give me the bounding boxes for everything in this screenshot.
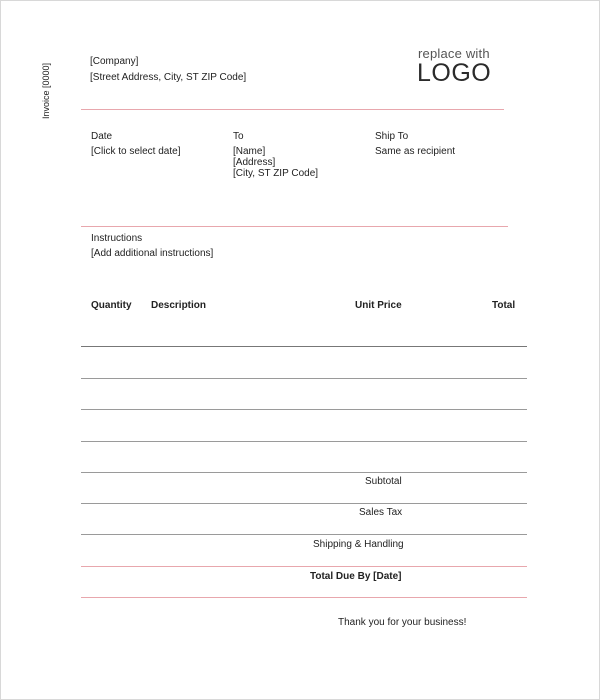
table-row[interactable] [81, 409, 527, 410]
to-name-field[interactable]: [Name] [233, 146, 266, 157]
column-header-quantity: Quantity [91, 300, 132, 311]
table-row[interactable] [81, 472, 527, 473]
summary-row-divider [81, 534, 527, 535]
date-label: Date [91, 131, 113, 142]
company-address[interactable]: [Street Address, City, ST ZIP Code] [90, 72, 247, 83]
total-bottom-divider [81, 597, 527, 598]
thank-you-note: Thank you for your business! [338, 617, 467, 628]
logo-placeholder[interactable]: LOGO [417, 59, 492, 87]
summary-row-divider [81, 503, 527, 504]
details-divider [81, 226, 508, 227]
table-row[interactable] [81, 378, 527, 379]
column-header-description: Description [151, 300, 207, 311]
column-header-unit-price: Unit Price [355, 300, 402, 311]
logo-placeholder-caption: replace with [418, 46, 490, 61]
column-header-total: Total [492, 300, 516, 311]
ship-to-value[interactable]: Same as recipient [375, 146, 456, 157]
sales-tax-label: Sales Tax [359, 507, 403, 518]
date-picker[interactable]: [Click to select date] [91, 146, 181, 157]
company-name[interactable]: [Company] [90, 56, 139, 67]
ship-to-label: Ship To [375, 131, 409, 142]
to-label: To [233, 131, 244, 142]
table-header-rule [81, 346, 527, 347]
shipping-handling-label: Shipping & Handling [313, 539, 404, 550]
invoice-number-label: Invoice [0000] [41, 62, 51, 119]
instructions-field[interactable]: [Add additional instructions] [91, 248, 214, 259]
table-row[interactable] [81, 441, 527, 442]
subtotal-label: Subtotal [365, 476, 402, 487]
instructions-label: Instructions [91, 233, 143, 244]
total-divider [81, 566, 527, 567]
to-city-field[interactable]: [City, ST ZIP Code] [233, 168, 319, 179]
total-due-label: Total Due By [Date] [310, 571, 402, 582]
to-address-field[interactable]: [Address] [233, 157, 276, 168]
header-divider [81, 109, 504, 110]
